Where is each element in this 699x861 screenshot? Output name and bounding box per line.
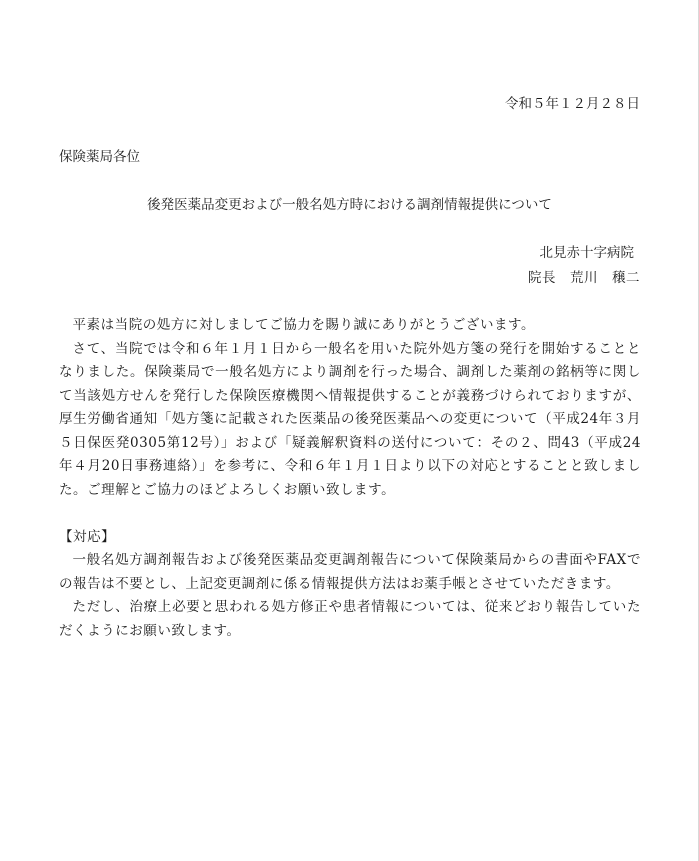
document-body	[59, 314, 641, 643]
sender-block	[528, 241, 640, 291]
response-paragraph-2: ただし、治療上必要と思われる処方修正や患者情報については、従来どおり報告していただくようにお願い致します。	[59, 599, 641, 639]
sender-person: 院長 荒川 穣二	[528, 270, 640, 286]
addressee: 保険薬局各位	[59, 149, 140, 165]
sender-organization: 北見赤十字病院	[539, 245, 634, 261]
response-heading: 【対応】	[59, 528, 116, 545]
document-date: 令和５年１２月２８日	[505, 96, 640, 112]
body-paragraph-main: さて、当院では令和６年１月１日から一般名を用いた院外処方箋の発行を開始することとなりました。保険薬局で一般名処方により調剤を行った場合、調剤した薬剤の銘柄等に関して当該処方せんを発行した保険医療機関へ情報提供することが義務づけられておりますが、厚生労働省通知「処方箋に記載された医薬品の後発医薬品への変更について（平成24年３月５日保医発0305第12号）」および「疑義解釈資料の送付について：その２、問43（平成24年４月20日事務連絡）」を参考に、令和６年１月１日より以下の対応とすることと致しました。ご理解とご協力のほどよろしくお願い致します。	[59, 340, 641, 498]
response-paragraph-1: 一般名処方調剤報告および後発医薬品変更調剤報告について保険薬局からの書面やFAXでの報告は不要とし、上記変更調剤に係る情報提供方法はお薬手帳とさせていただきます。	[59, 552, 641, 592]
body-paragraph-greeting: 平素は当院の処方に対しましてご協力を賜り誠にありがとうございます。	[72, 317, 536, 333]
document-title: 後発医薬品変更および一般名処方時における調剤情報提供について	[147, 197, 552, 213]
